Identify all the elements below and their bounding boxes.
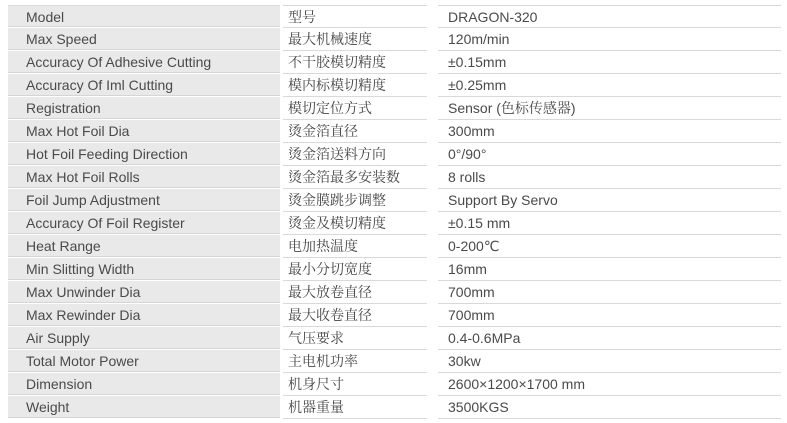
- spec-label-zh: 烫金箔直径: [283, 120, 427, 143]
- spec-label-en: Accuracy Of Iml Cutting: [8, 74, 280, 97]
- spec-label-zh: 型号: [283, 5, 427, 28]
- spec-value: 0°/90°: [438, 143, 781, 166]
- spec-value: 700mm: [438, 304, 781, 327]
- table-row: [0, 235, 787, 258]
- table-row: [0, 373, 787, 396]
- spec-label-en: Accuracy Of Adhesive Cutting: [8, 51, 280, 74]
- spec-value: 2600×1200×1700 mm: [438, 373, 781, 396]
- spec-value: 120m/min: [438, 28, 781, 51]
- spec-label-en: Hot Foil Feeding Direction: [8, 143, 280, 166]
- spec-label-zh: 气压要求: [283, 327, 427, 350]
- spec-label-en: Model: [8, 5, 280, 28]
- spec-label-zh: 最大放卷直径: [283, 281, 427, 304]
- spec-value: 3500KGS: [438, 396, 781, 419]
- table-row: [0, 74, 787, 97]
- spec-value: ±0.25mm: [438, 74, 781, 97]
- spec-value: ±0.15mm: [438, 51, 781, 74]
- table-row: [0, 327, 787, 350]
- table-row: [0, 281, 787, 304]
- spec-label-en: Max Unwinder Dia: [8, 281, 280, 304]
- table-row: [0, 5, 787, 28]
- spec-label-en: Accuracy Of Foil Register: [8, 212, 280, 235]
- table-row: [0, 350, 787, 373]
- spec-value: 0.4-0.6MPa: [438, 327, 781, 350]
- table-row: [0, 396, 787, 419]
- table-row: [0, 189, 787, 212]
- spec-label-zh: 模内标模切精度: [283, 74, 427, 97]
- spec-label-zh: 最大机械速度: [283, 28, 427, 51]
- spec-value: 300mm: [438, 120, 781, 143]
- spec-label-zh: 模切定位方式: [283, 97, 427, 120]
- spec-value: Sensor (色标传感器): [438, 97, 781, 120]
- table-row: [0, 212, 787, 235]
- spec-label-en: Max Speed: [8, 28, 280, 51]
- table-row: [0, 51, 787, 74]
- spec-label-zh: 最大收卷直径: [283, 304, 427, 327]
- spec-label-en: Max Rewinder Dia: [8, 304, 280, 327]
- spec-label-en: Max Hot Foil Rolls: [8, 166, 280, 189]
- table-row: [0, 143, 787, 166]
- spec-label-zh: 机身尺寸: [283, 373, 427, 396]
- spec-label-zh: 机器重量: [283, 396, 427, 419]
- spec-label-zh: 最小分切宽度: [283, 258, 427, 281]
- table-row: [0, 28, 787, 51]
- table-row: [0, 120, 787, 143]
- spec-label-en: Registration: [8, 97, 280, 120]
- spec-value: 30kw: [438, 350, 781, 373]
- spec-value: DRAGON-320: [438, 5, 781, 28]
- spec-label-en: Weight: [8, 396, 280, 419]
- spec-label-zh: 电加热温度: [283, 235, 427, 258]
- table-row: [0, 258, 787, 281]
- spec-value: 16mm: [438, 258, 781, 281]
- spec-label-zh: 烫金箔最多安装数: [283, 166, 427, 189]
- spec-label-zh: 主电机功率: [283, 350, 427, 373]
- spec-label-en: Dimension: [8, 373, 280, 396]
- spec-value: Support By Servo: [438, 189, 781, 212]
- spec-label-en: Foil Jump Adjustment: [8, 189, 280, 212]
- spec-label-en: Max Hot Foil Dia: [8, 120, 280, 143]
- spec-label-zh: 不干胶模切精度: [283, 51, 427, 74]
- spec-label-zh: 烫金及模切精度: [283, 212, 427, 235]
- spec-label-zh: 烫金膜跳步调整: [283, 189, 427, 212]
- spec-value: ±0.15 mm: [438, 212, 781, 235]
- table-row: [0, 166, 787, 189]
- spec-value: 700mm: [438, 281, 781, 304]
- spec-table: [0, 5, 787, 419]
- spec-value: 0-200℃: [438, 235, 781, 258]
- table-row: [0, 304, 787, 327]
- table-row: [0, 97, 787, 120]
- spec-label-zh: 烫金箔送料方向: [283, 143, 427, 166]
- spec-label-en: Air Supply: [8, 327, 280, 350]
- spec-value: 8 rolls: [438, 166, 781, 189]
- spec-label-en: Total Motor Power: [8, 350, 280, 373]
- spec-label-en: Min Slitting Width: [8, 258, 280, 281]
- spec-label-en: Heat Range: [8, 235, 280, 258]
